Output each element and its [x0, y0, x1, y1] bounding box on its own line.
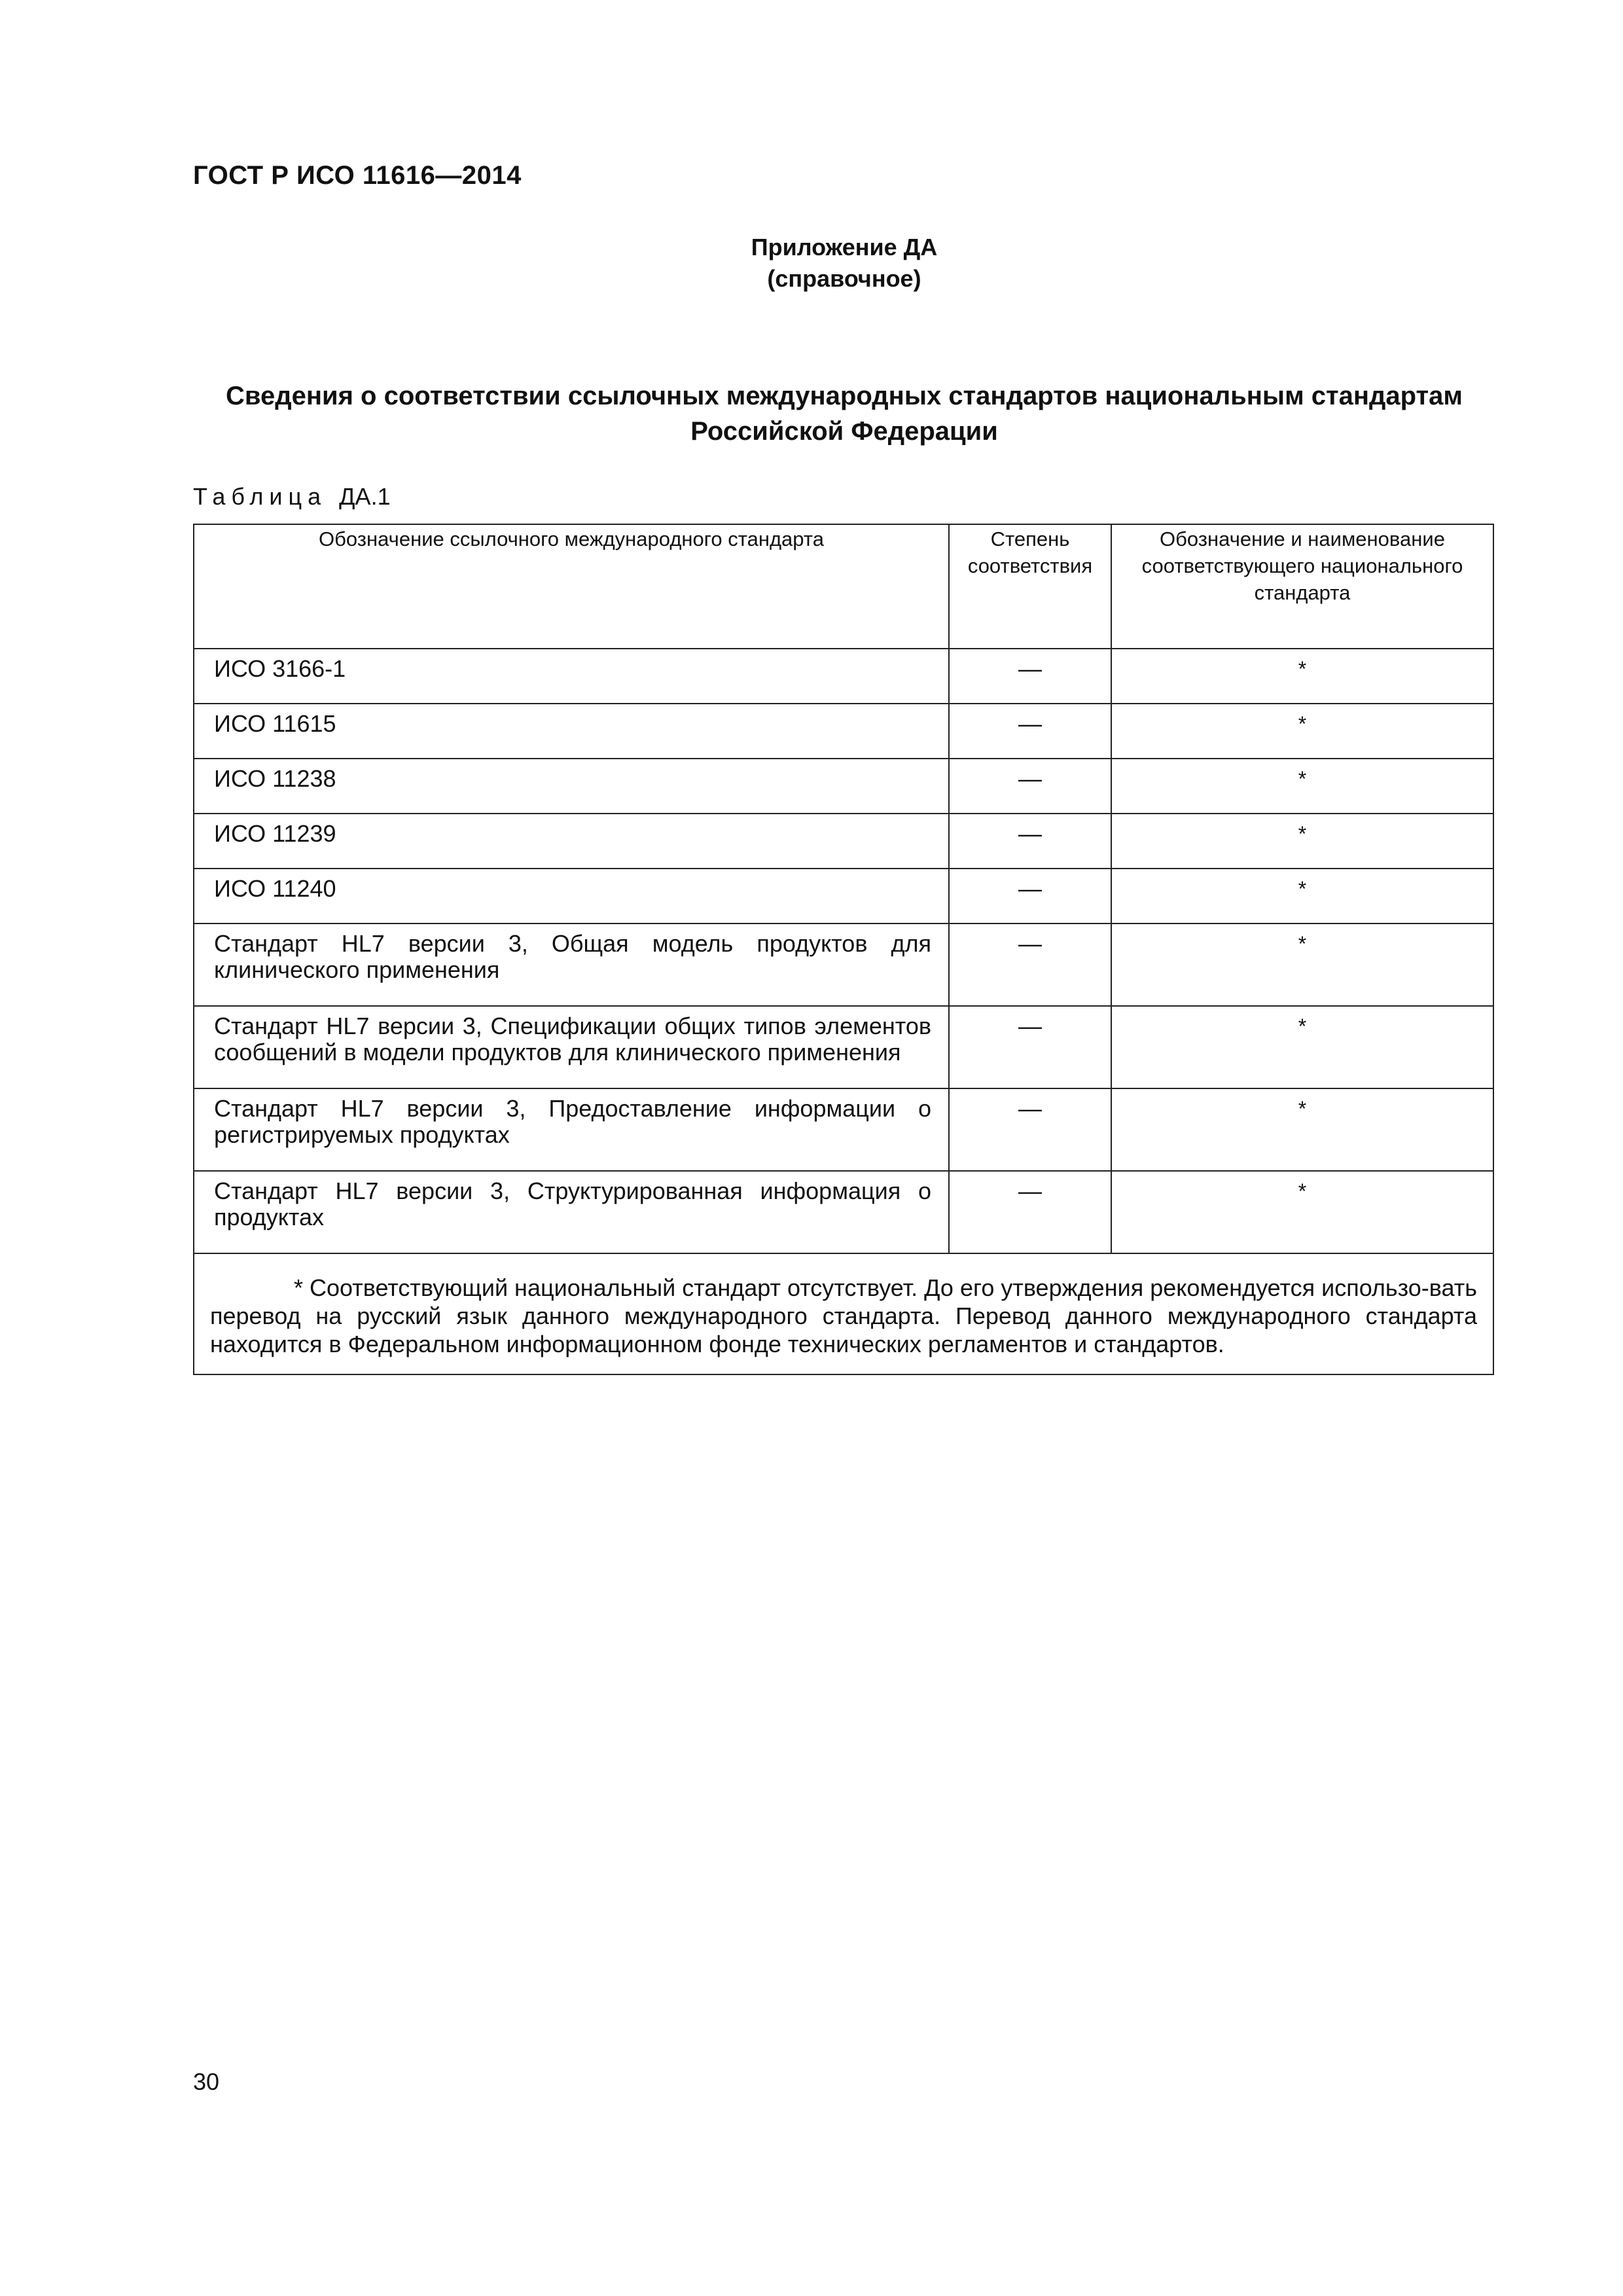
table-caption-number: ДА.1	[339, 483, 391, 510]
table-row	[194, 759, 1493, 814]
cell-designation: ИСО 11615	[194, 704, 949, 759]
table-caption-label: Таблица	[193, 483, 327, 510]
header-degree	[949, 524, 1111, 649]
header-degree-line-2: соответствия	[967, 554, 1093, 577]
cell-degree: —	[949, 814, 1111, 869]
cell-designation: ИСО 11240	[194, 869, 949, 924]
cell-designation: Стандарт HL7 версии 3, Структурированная информация о продуктах	[194, 1171, 949, 1253]
cell-national-standard: *	[1111, 1171, 1493, 1253]
cell-degree: —	[949, 1088, 1111, 1171]
table-note-row	[194, 1253, 1493, 1374]
table-row	[194, 814, 1493, 869]
section-title	[193, 378, 1495, 449]
table-row	[194, 1088, 1493, 1171]
cell-designation: Стандарт HL7 версии 3, Предоставление информации о регистрируемых продуктах	[194, 1088, 949, 1171]
header-national-line-3: стандарта	[1254, 581, 1351, 604]
header-degree-line-1: Степень	[990, 528, 1070, 550]
cell-national-standard: *	[1111, 704, 1493, 759]
table-row	[194, 924, 1493, 1006]
cell-national-standard: *	[1111, 759, 1493, 814]
table-caption	[193, 483, 391, 511]
table-row	[194, 1006, 1493, 1088]
header-national-line-1: Обозначение и наименование	[1160, 528, 1445, 550]
cell-designation: ИСО 11238	[194, 759, 949, 814]
table-header-row	[194, 524, 1493, 649]
appendix-subtitle: (справочное)	[767, 265, 921, 292]
table-row	[194, 1171, 1493, 1253]
page-number: 30	[193, 2068, 220, 2095]
cell-national-standard: *	[1111, 924, 1493, 1006]
cell-degree: —	[949, 704, 1111, 759]
table-row	[194, 704, 1493, 759]
cell-national-standard: *	[1111, 869, 1493, 924]
cell-national-standard: *	[1111, 814, 1493, 869]
cell-degree: —	[949, 759, 1111, 814]
cell-degree: —	[949, 1171, 1111, 1253]
cell-designation: Стандарт HL7 версии 3, Общая модель продуктов для клинического применения	[194, 924, 949, 1006]
standards-correspondence-table	[193, 524, 1494, 1375]
header-designation: Обозначение ссылочного международного стандарта	[194, 524, 949, 649]
appendix-title: Приложение ДА	[751, 234, 938, 260]
document-code: ГОСТ Р ИСО 11616—2014	[193, 161, 522, 190]
table-row	[194, 649, 1493, 704]
cell-national-standard: *	[1111, 649, 1493, 704]
table-footnote: * Соответствующий национальный стандарт отсутствует. До его утверждения рекомендуется использо-вать перевод на русский язык данного международного стандарта. Перевод данного международного стандарта находится в Федеральном информационном фонде технических регламентов и стандартов.	[194, 1253, 1493, 1374]
cell-degree: —	[949, 649, 1111, 704]
header-national-standard	[1111, 524, 1493, 649]
appendix-heading	[0, 232, 1623, 295]
section-title-line-2: Российской Федерации	[690, 417, 998, 446]
cell-designation: Стандарт HL7 версии 3, Спецификации общих типов элементов сообщений в модели продуктов для клинического применения	[194, 1006, 949, 1088]
cell-national-standard: *	[1111, 1006, 1493, 1088]
header-national-line-2: соответствующего национального	[1141, 554, 1463, 577]
cell-degree: —	[949, 1006, 1111, 1088]
cell-degree: —	[949, 924, 1111, 1006]
section-title-line-1: Сведения о соответствии ссылочных международных стандартов национальным стандартам	[226, 382, 1463, 410]
cell-degree: —	[949, 869, 1111, 924]
cell-national-standard: *	[1111, 1088, 1493, 1171]
table-row	[194, 869, 1493, 924]
cell-designation: ИСО 3166-1	[194, 649, 949, 704]
cell-designation: ИСО 11239	[194, 814, 949, 869]
